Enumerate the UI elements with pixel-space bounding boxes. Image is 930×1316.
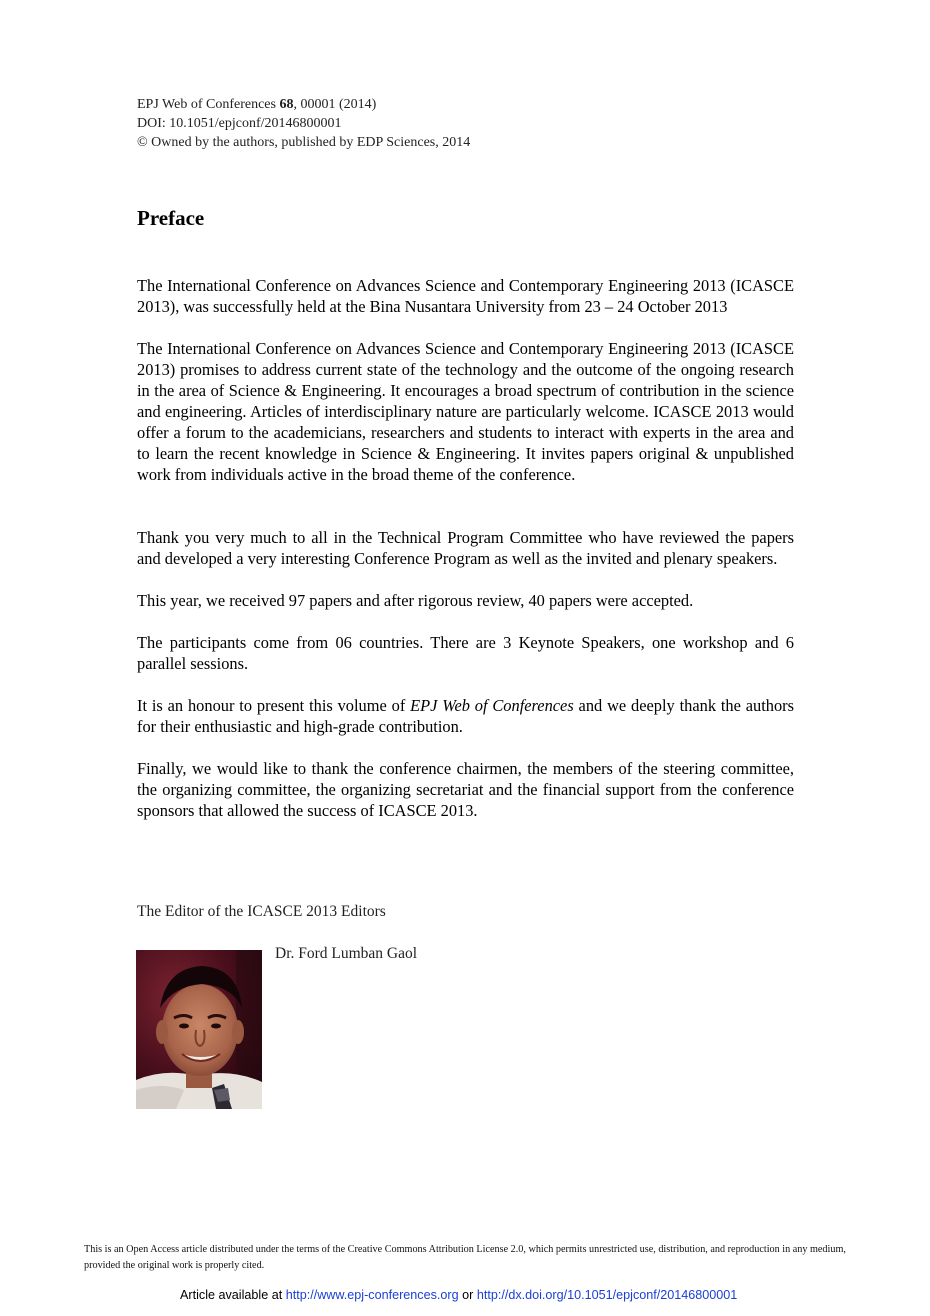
article-availability: Article available at http://www.epj-conferences.org or http://dx.doi.org/10.1051/epjconf/20146800001 — [180, 1288, 738, 1302]
doi-line: DOI: 10.1051/epjconf/20146800001 — [137, 116, 342, 131]
editor-line: The Editor of the ICASCE 2013 Editors — [137, 903, 386, 920]
doi-link[interactable]: http://dx.doi.org/10.1051/epjconf/20146800001 — [476, 1288, 738, 1302]
paragraph-thanks-committee: Thank you very much to all in the Technical Program Committee who have reviewed the papers and developed a very interesting Conference Program as well as the invited and plenary speakers. — [137, 528, 794, 568]
paragraph-participants: The participants come from 06 countries. There are 3 Keynote Speakers, one workshop and 6 parallel sessions. — [137, 633, 794, 673]
journal-citation: EPJ Web of Conferences 68, 00001 (2014) — [137, 97, 377, 112]
journal-name-italic: EPJ Web of Conferences — [410, 696, 574, 715]
paragraph-paper-stats: This year, we received 97 papers and after rigorous review, 40 papers were accepted. — [137, 591, 694, 610]
page-header — [137, 95, 470, 152]
paragraph-conference-intro: The International Conference on Advances Science and Contemporary Engineering 2013 (ICASCE 2013), was successfully held at the Bina Nusantara University from 23 – 24 October 2013 — [137, 276, 794, 316]
license-notice: This is an Open Access article distributed under the terms of the Creative Commons Attribution License 2.0, which permits unrestricted use, distribution, and reproduction in any medium, provided the original work is properly cited. — [84, 1244, 846, 1271]
paragraph-volume: It is an honour to present this volume of EPJ Web of Conferences and we deeply thank the authors for their enthusiastic and high-grade contribution. — [137, 696, 794, 736]
copyright-line: © Owned by the authors, published by EDP Sciences, 2014 — [137, 135, 471, 150]
signer-name: Dr. Ford Lumban Gaol — [275, 945, 418, 962]
preface-body — [137, 275, 794, 821]
page-title: Preface — [137, 206, 205, 230]
epj-conferences-link[interactable]: http://www.epj-conferences.org — [285, 1288, 459, 1302]
editor-photo — [136, 950, 262, 1109]
volume-number: 68 — [279, 97, 294, 112]
paragraph-conference-scope: The International Conference on Advances Science and Contemporary Engineering 2013 (ICASCE 2013) promises to address current state of the technology and the outcome of the ongoing research in the area of Science & Engineering. It encourages a broad spectrum of contribution in the science and engineering. Articles of interdisciplinary nature are particularly welcome. ICASCE 2013 would offer a forum to the academicians, researchers and students to interact with experts in the area and to learn the recent knowledge in Science & Engineering. It invites papers original & unpublished work from individuals active in the broad theme of the conference. — [137, 339, 794, 484]
paragraph-final-thanks: Finally, we would like to thank the conference chairmen, the members of the steering committee, the organizing committee, the organizing secretariat and the financial support from the conference sponsors that allowed the success of ICASCE 2013. — [137, 759, 794, 820]
